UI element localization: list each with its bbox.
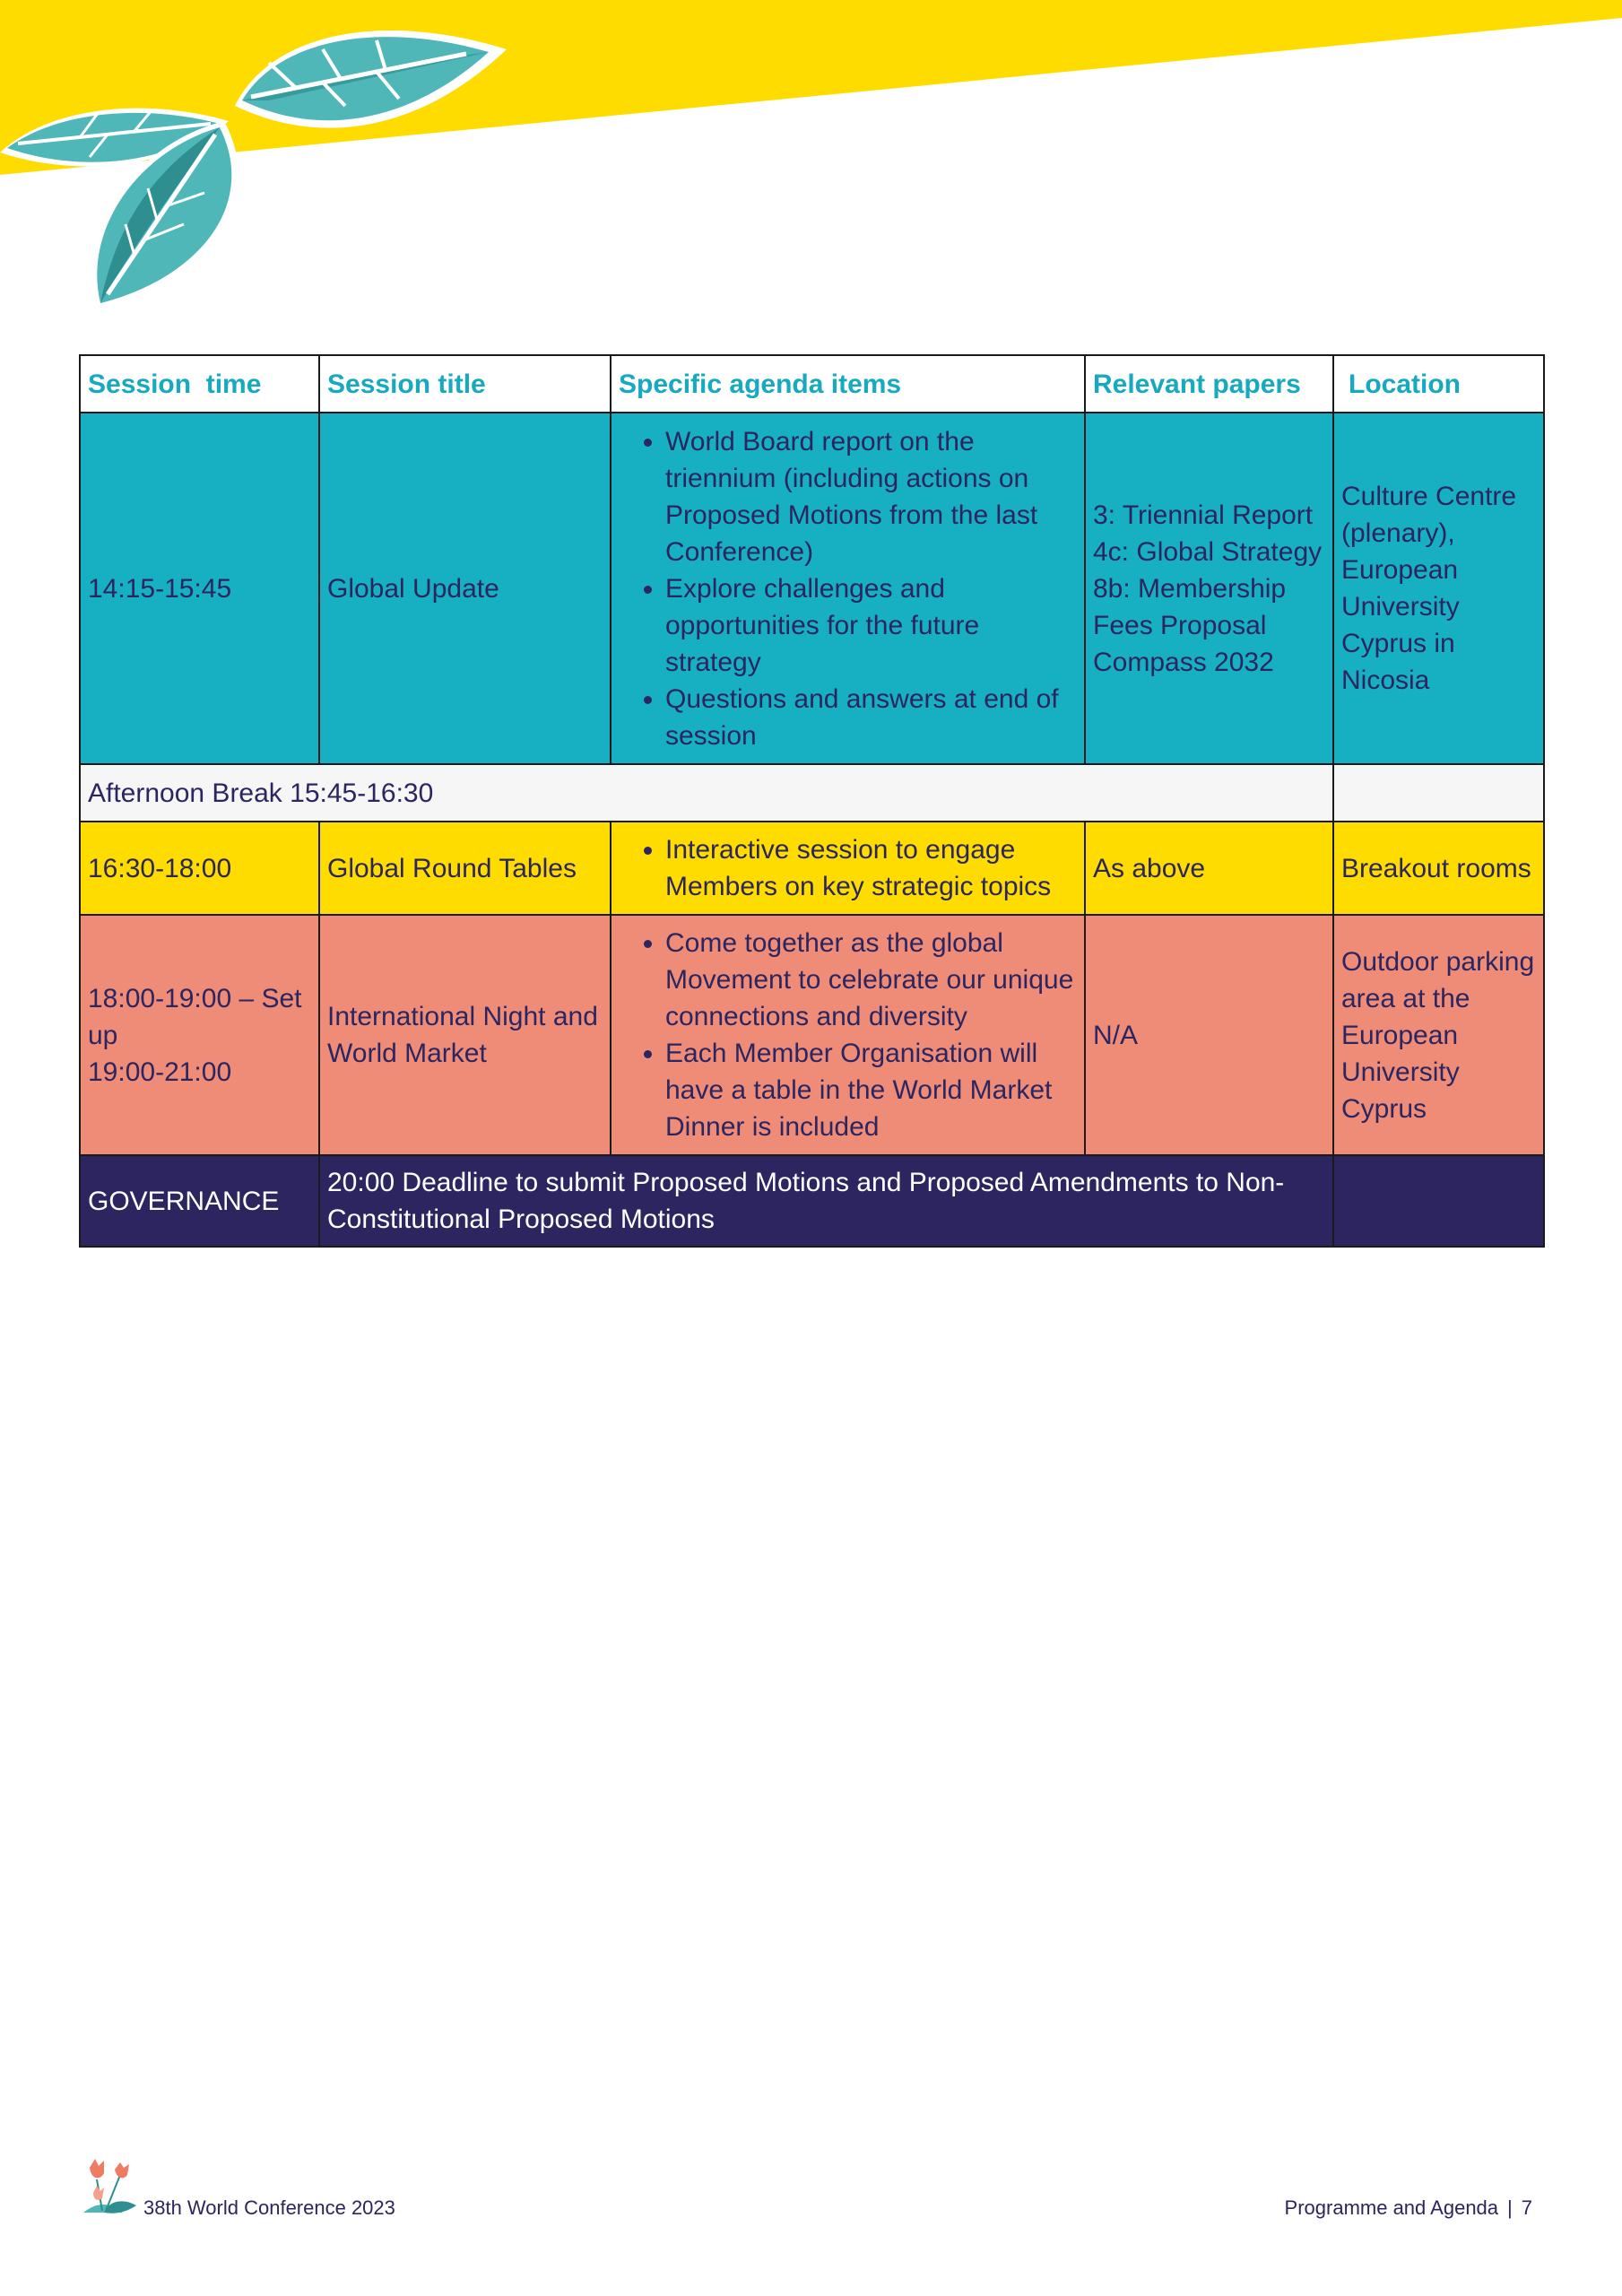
footer-separator: | <box>1507 2196 1513 2219</box>
list-item: • Questions and answers at end of session <box>665 681 1077 754</box>
relevant-papers: As above <box>1085 822 1333 915</box>
location: Breakout rooms <box>1333 822 1544 915</box>
session-time: 16:30-18:00 <box>80 822 319 915</box>
header-relevant-papers: Relevant papers <box>1085 355 1333 413</box>
governance-label: GOVERNANCE <box>80 1155 319 1247</box>
table-row <box>80 413 1544 764</box>
footer-conference <box>79 2157 527 2220</box>
list-item: • Each Member Organisation will have a table in the World Market Dinner is included <box>665 1035 1077 1145</box>
header-session-title: Session title <box>319 355 611 413</box>
agenda-items <box>611 413 1085 764</box>
agenda-items <box>611 822 1085 915</box>
location: Culture Centre (plenary), European University Cyprus in Nicosia <box>1333 413 1544 764</box>
header-agenda-items: Specific agenda items <box>611 355 1085 413</box>
footer-section: Programme and Agenda <box>1284 2196 1499 2219</box>
time-event: 19:00-21:00 <box>88 1057 232 1087</box>
session-title: Global Round Tables <box>319 822 611 915</box>
break-empty-cell <box>1333 764 1544 822</box>
paper-item: Compass 2032 <box>1093 647 1274 677</box>
footer-page-info <box>1285 2196 1532 2220</box>
page-number: 7 <box>1521 2196 1532 2219</box>
table-row <box>80 822 1544 915</box>
relevant-papers <box>1085 413 1333 764</box>
governance-text: 20:00 Deadline to submit Proposed Motions and Proposed Amendments to Non-Constitutional Proposed Motions <box>319 1155 1333 1247</box>
governance-empty-cell <box>1333 1155 1544 1247</box>
time-setup: 18:00-19:00 – Set up <box>88 983 302 1050</box>
paper-item: 3: Triennial Report <box>1093 500 1314 530</box>
table-header-row <box>80 355 1544 413</box>
session-title: International Night and World Market <box>319 915 611 1155</box>
table-row <box>80 1155 1544 1247</box>
list-item: • Come together as the global Movement to celebrate our unique connections and diversity <box>665 925 1077 1035</box>
list-item: • Interactive session to engage Members on key strategic topics <box>665 831 1077 905</box>
break-label: Afternoon Break 15:45-16:30 <box>80 764 1333 822</box>
agenda-table <box>79 354 1545 1248</box>
agenda-items <box>611 915 1085 1155</box>
relevant-papers: N/A <box>1085 915 1333 1155</box>
session-time: 14:15-15:45 <box>80 413 319 764</box>
table-row <box>80 764 1544 822</box>
footer-conference-text: 38th World Conference 2023 <box>143 2196 395 2219</box>
flower-logo-icon <box>79 2157 142 2220</box>
header-leaves-decoration <box>0 0 1622 323</box>
paper-item: 8b: Membership Fees Proposal <box>1093 573 1287 640</box>
paper-item: 4c: Global Strategy <box>1093 536 1323 567</box>
header-location: Location <box>1333 355 1544 413</box>
table-row <box>80 915 1544 1155</box>
session-title: Global Update <box>319 413 611 764</box>
list-item: • World Board report on the triennium (including actions on Proposed Motions from the last Conference) <box>665 423 1077 570</box>
header-session-time: Session time <box>80 355 319 413</box>
session-time <box>80 915 319 1155</box>
list-item: • Explore challenges and opportunities for the future strategy <box>665 570 1077 681</box>
location: Outdoor parking area at the European University Cyprus <box>1333 915 1544 1155</box>
